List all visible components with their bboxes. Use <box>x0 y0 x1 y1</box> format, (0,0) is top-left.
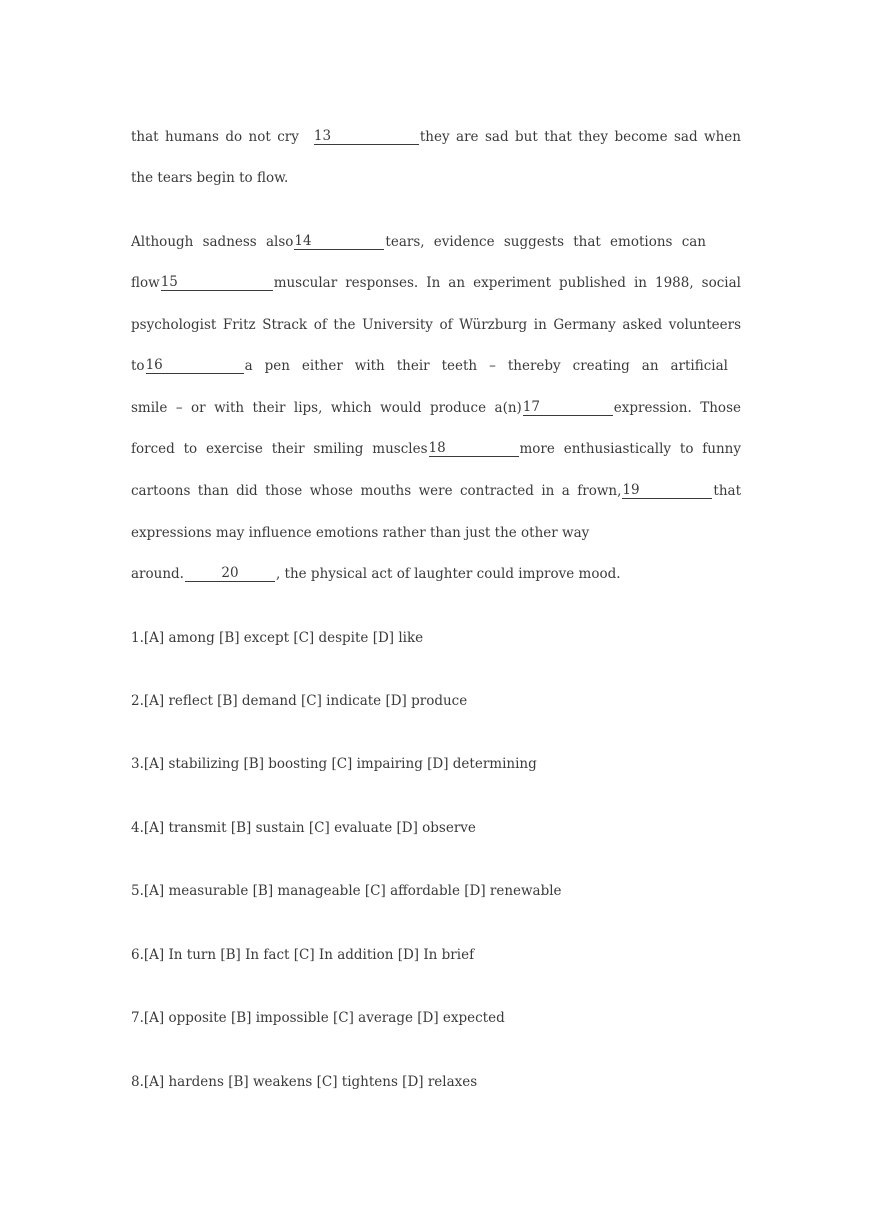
choice-item: 4.[A] transmit [B] sustain [C] evaluate [D] observe <box>131 820 476 836</box>
passage-line <box>131 564 741 584</box>
passage-line <box>131 273 741 293</box>
passage-text: smile – or with their lips, which would produce a(n) <box>131 400 522 416</box>
blank-16: 16 <box>146 358 244 374</box>
passage-text: cartoons than did those whose mouths were contracted in a frown, <box>131 483 622 499</box>
blank-20: 20 <box>185 566 275 582</box>
passage-text: around. <box>131 566 184 582</box>
passage-line <box>131 439 741 459</box>
passage-text: more enthusiastically to funny <box>519 441 741 457</box>
passage-text: expression. Those <box>613 400 741 416</box>
choice-item: 8.[A] hardens [B] weakens [C] tightens [D] relaxes <box>131 1074 478 1090</box>
blank-19: 19 <box>622 483 712 499</box>
passage-line <box>131 481 741 501</box>
passage-text: forced to exercise their smiling muscles <box>131 441 428 457</box>
passage-text: that humans do not cry <box>131 129 299 145</box>
passage-text: Although sadness also <box>131 234 294 250</box>
passage-text: , the physical act of laughter could improve mood. <box>275 566 621 582</box>
passage-text: that <box>713 483 741 499</box>
passage-text: to <box>131 358 145 374</box>
choice-item: 3.[A] stabilizing [B] boosting [C] impairing [D] determining <box>131 756 537 772</box>
passage-line <box>131 232 706 252</box>
passage-line <box>131 398 741 418</box>
passage-text: tears, evidence suggests that emotions can <box>385 234 707 250</box>
blank-14: 14 <box>294 234 384 250</box>
passage-text: muscular responses. In an experiment published in 1988, social <box>273 275 741 291</box>
passage-text: they are sad but that they become sad when <box>419 129 741 145</box>
blank-15: 15 <box>161 275 273 291</box>
choice-item: 7.[A] opposite [B] impossible [C] average [D] expected <box>131 1010 505 1026</box>
blank-18: 18 <box>429 441 519 457</box>
choice-item: 6.[A] In turn [B] In fact [C] In addition [D] In brief <box>131 947 475 963</box>
passage-text: expressions may influence emotions rather than just the other way <box>131 525 590 541</box>
passage-text: a pen either with their teeth – thereby creating an artificial <box>244 358 728 374</box>
passage-text: the tears begin to flow. <box>131 170 289 186</box>
passage-text: flow <box>131 275 160 291</box>
choice-item: 2.[A] reflect [B] demand [C] indicate [D] produce <box>131 693 468 709</box>
passage-line <box>131 523 741 543</box>
passage-line <box>131 356 728 376</box>
passage-line <box>131 127 741 147</box>
choice-item: 1.[A] among [B] except [C] despite [D] like <box>131 630 424 646</box>
passage-text: psychologist Fritz Strack of the University of Würzburg in Germany asked volunteers <box>131 317 741 333</box>
blank-13: 13 <box>314 129 419 145</box>
passage-line <box>131 315 741 335</box>
passage-line <box>131 168 741 188</box>
choice-item: 5.[A] measurable [B] manageable [C] affordable [D] renewable <box>131 883 562 899</box>
blank-17: 17 <box>523 400 613 416</box>
